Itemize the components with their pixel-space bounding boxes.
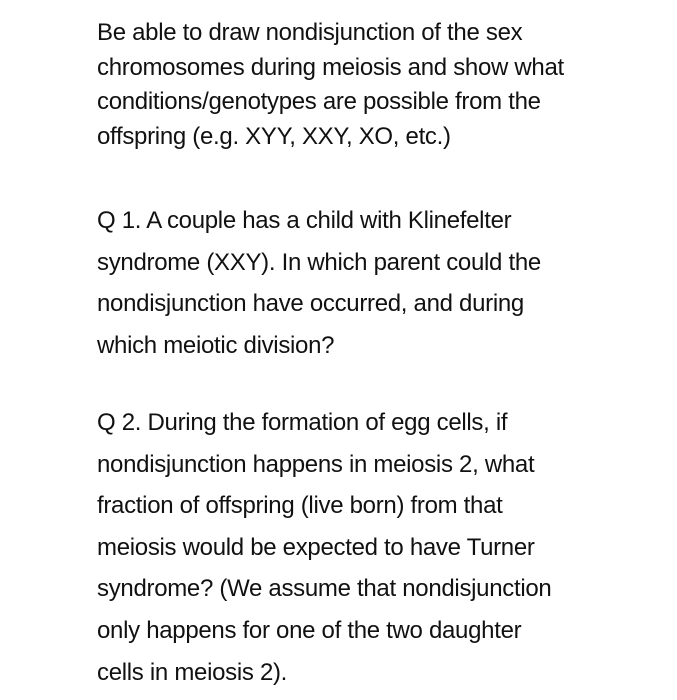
intro-line: Be able to draw nondisjunction of the sex <box>97 19 523 46</box>
intro-paragraph <box>97 16 657 154</box>
question-1-paragraph <box>97 200 657 366</box>
question-2-line: nondisjunction happens in meiosis 2, what <box>97 450 535 478</box>
document-body <box>97 16 657 693</box>
question-1-line: syndrome (XXY). In which parent could the <box>97 248 541 276</box>
question-2-line: only happens for one of the two daughter <box>97 616 522 644</box>
question-1-line: Q 1. A couple has a child with Klinefelter <box>97 207 512 234</box>
question-2-line: Q 2. During the formation of egg cells, if <box>97 409 508 436</box>
question-1-line: nondisjunction have occurred, and during <box>97 290 524 317</box>
intro-line: offspring (e.g. XYY, XXY, XO, etc.) <box>97 122 451 150</box>
question-2-paragraph <box>97 402 657 693</box>
intro-line: chromosomes during meiosis and show what <box>97 53 564 81</box>
question-2-line: cells in meiosis 2). <box>97 658 288 686</box>
question-2-line: fraction of offspring (live born) from that <box>97 492 503 520</box>
intro-line: conditions/genotypes are possible from the <box>97 88 541 115</box>
question-1-line: which meiotic division? <box>97 331 335 359</box>
question-2-line: syndrome? (We assume that nondisjunction <box>97 575 552 603</box>
question-2-line: meiosis would be expected to have Turner <box>97 533 535 561</box>
